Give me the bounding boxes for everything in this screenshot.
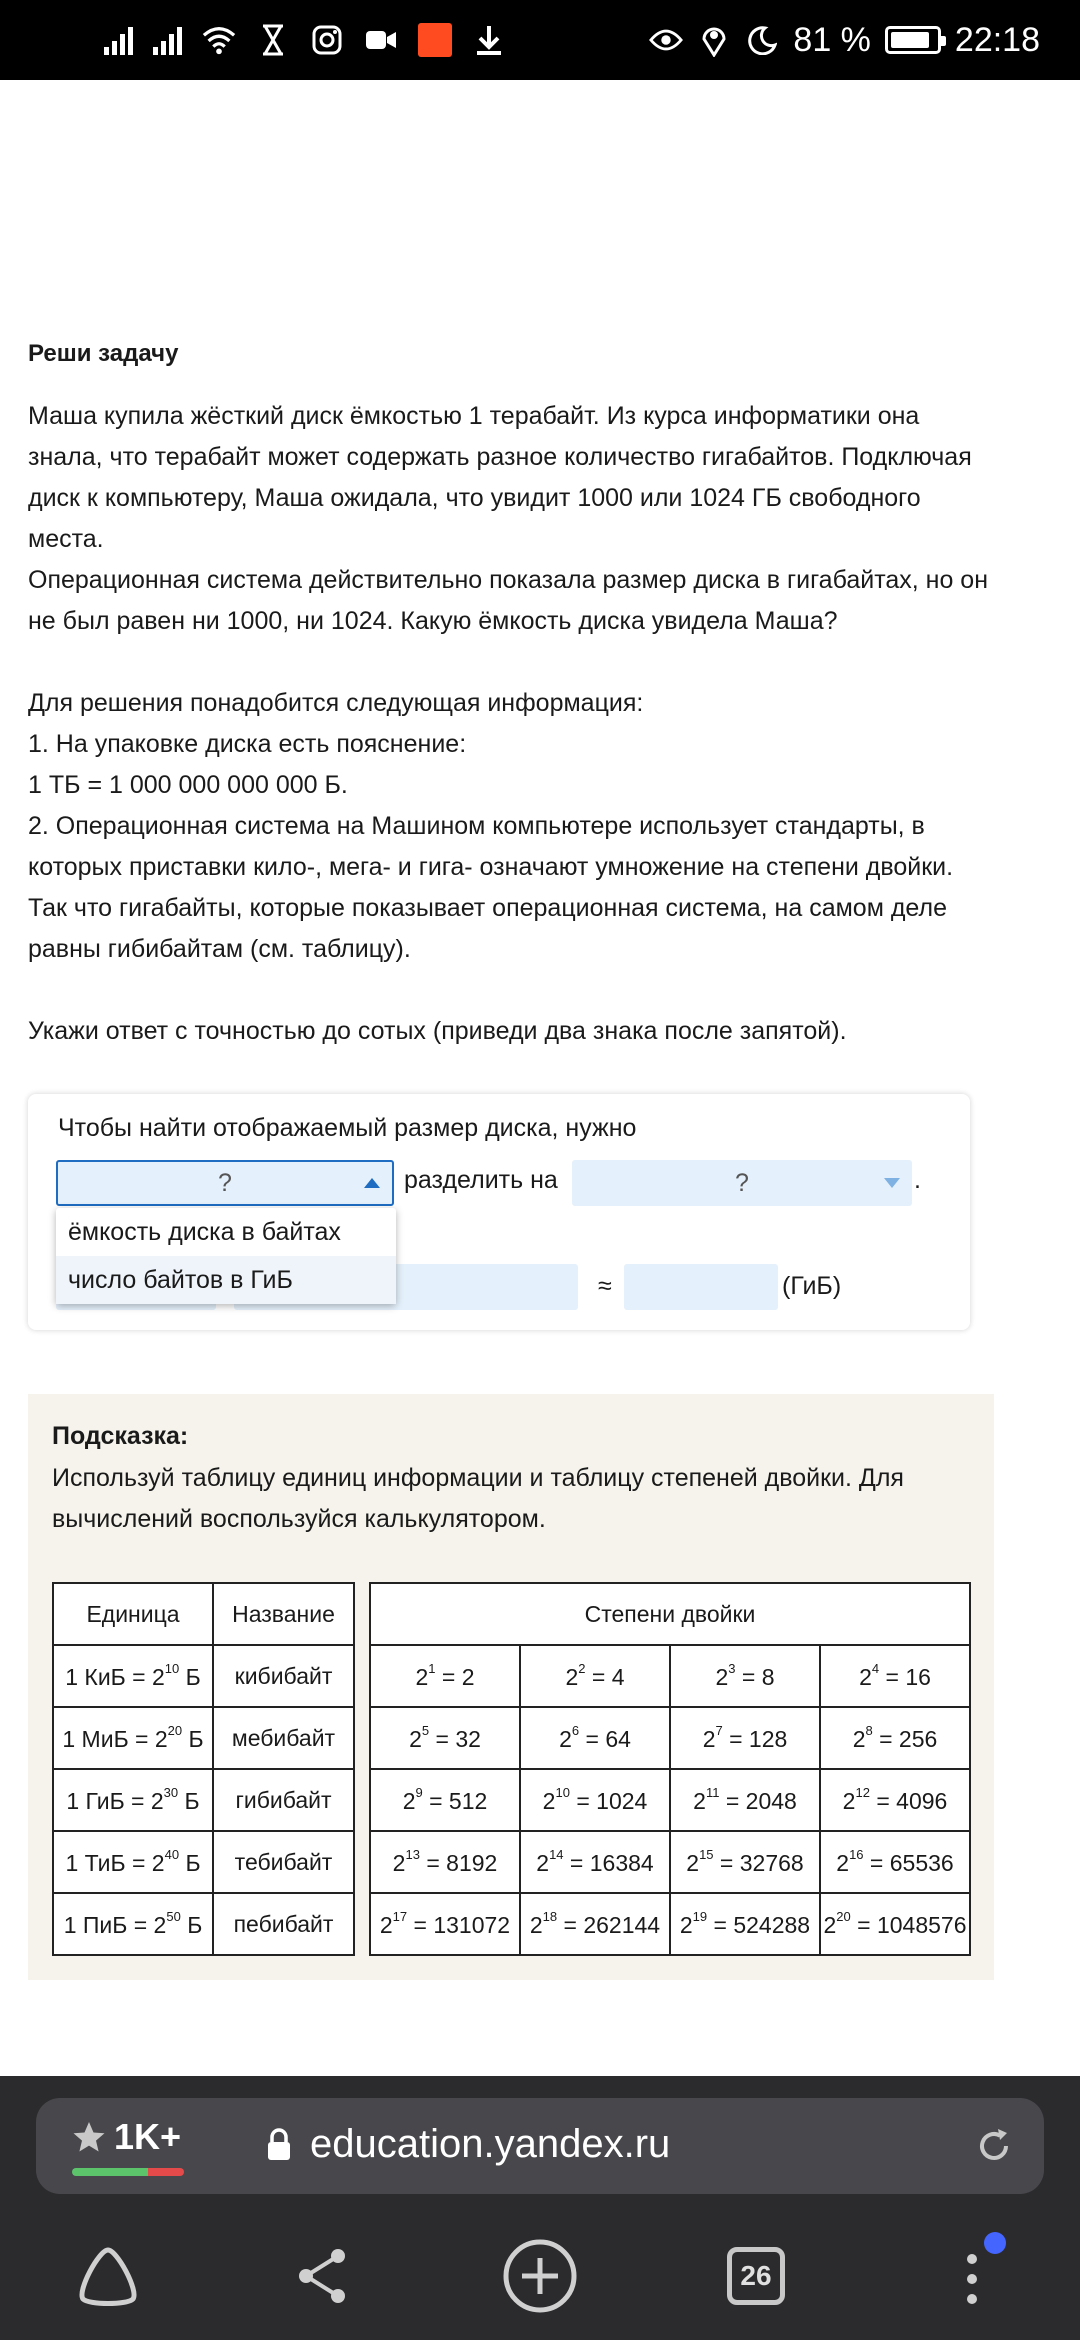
hint-text: Используй таблицу единиц информации и таблицу степеней двойки. Для вычислений воспользуйся калькулятором. xyxy=(52,1464,904,1533)
chevron-down-icon xyxy=(884,1178,900,1188)
power-cell: $2^2 = 4$ xyxy=(520,1645,670,1707)
powers-table xyxy=(369,1582,971,1956)
rating-value: 1K+ xyxy=(114,2116,182,2157)
exercise-prompt: Чтобы найти отображаемый размер диска, нужно xyxy=(58,1114,637,1142)
answer-input[interactable] xyxy=(624,1264,778,1310)
status-bar xyxy=(0,0,1080,80)
power-cell: $2^5 = 32$ xyxy=(370,1707,520,1769)
url-display[interactable] xyxy=(266,2122,670,2167)
status-icons-left xyxy=(104,18,506,62)
video-icon xyxy=(364,23,398,57)
dropdown-divisor-value: ? xyxy=(735,1168,749,1197)
units-header-unit: Единица xyxy=(53,1583,213,1645)
menu-option-disk-bytes[interactable]: ёмкость диска в байтах xyxy=(68,1218,341,1246)
power-cell: $2^7 = 128$ xyxy=(670,1707,820,1769)
power-cell: $2^6 = 64$ xyxy=(520,1707,670,1769)
notification-dot xyxy=(984,2232,1006,2254)
table-row xyxy=(53,1707,354,1769)
power-cell: $2^{10} = 1024$ xyxy=(520,1769,670,1831)
share-button[interactable] xyxy=(282,2236,362,2316)
unit-cell: 1 КиБ = $2^{10}$ Б xyxy=(53,1645,213,1707)
task-title: Реши задачу xyxy=(28,340,179,367)
site-rating[interactable] xyxy=(72,2116,181,2158)
hourglass-icon xyxy=(256,23,290,57)
address-bar[interactable] xyxy=(36,2098,1044,2194)
power-cell: $2^{20} = 1048576$ xyxy=(820,1893,970,1955)
task-paragraph-3: Для решения понадобится следующая информация: xyxy=(28,689,644,717)
power-cell: $2^4 = 16$ xyxy=(820,1645,970,1707)
instagram-icon xyxy=(310,23,344,57)
alice-button[interactable] xyxy=(68,2236,148,2316)
unit-name-cell: пебибайт xyxy=(213,1893,354,1955)
unit-name-cell: кибибайт xyxy=(213,1645,354,1707)
table-row xyxy=(370,1831,970,1893)
task-paragraph-7: Укажи ответ с точностью до сотых (приведи два знака после запятой). xyxy=(28,1017,847,1045)
power-cell: $2^{13} = 8192$ xyxy=(370,1831,520,1893)
battery-icon xyxy=(885,26,941,54)
unit-cell: 1 ГиБ = $2^{30}$ Б xyxy=(53,1769,213,1831)
task-paragraph-2: Операционная система действительно показала размер диска в гигабайтах, но он не был равен ни 1000, ни 1024. Какую ёмкость диска увидела Маша? xyxy=(28,566,989,635)
power-cell: $2^3 = 8$ xyxy=(670,1645,820,1707)
table-row xyxy=(370,1893,970,1955)
dropdown-dividend[interactable] xyxy=(56,1160,394,1206)
dropdown-divisor[interactable] xyxy=(572,1160,912,1206)
unit-label: (ГиБ) xyxy=(782,1272,842,1300)
table-row xyxy=(53,1769,354,1831)
task-paragraph-4: 1. На упаковке диска есть пояснение: xyxy=(28,730,467,758)
hint-title: Подсказка: xyxy=(52,1422,189,1450)
signal-icon xyxy=(104,25,133,55)
battery-percent: 81 % xyxy=(793,20,871,59)
power-cell: $2^{16} = 65536$ xyxy=(820,1831,970,1893)
download-icon xyxy=(472,23,506,57)
power-cell: $2^8 = 256$ xyxy=(820,1707,970,1769)
unit-name-cell: тебибайт xyxy=(213,1831,354,1893)
task-content xyxy=(28,340,998,1052)
units-header-name: Название xyxy=(213,1583,354,1645)
table-row xyxy=(53,1831,354,1893)
moon-icon xyxy=(745,23,779,57)
table-row xyxy=(53,1645,354,1707)
star-icon xyxy=(72,2120,106,2154)
new-tab-button[interactable] xyxy=(500,2236,580,2316)
clock: 22:18 xyxy=(954,20,1040,59)
powers-header: Степени двойки xyxy=(370,1583,970,1645)
task-paragraph-1: Маша купила жёсткий диск ёмкостью 1 терабайт. Из курса информатики она знала, что терабайт может содержать разное количество гигабайтов. Подключая диск к компьютеру, Маша ожидала, что увидит 1000 или 1024 ГБ свободного места. xyxy=(28,402,972,553)
reload-icon[interactable] xyxy=(974,2126,1014,2171)
power-cell: $2^9 = 512$ xyxy=(370,1769,520,1831)
table-row xyxy=(370,1769,970,1831)
power-cell: $2^{14} = 16384$ xyxy=(520,1831,670,1893)
menu-button[interactable] xyxy=(932,2236,1012,2316)
bottom-nav xyxy=(0,2236,1080,2336)
power-cell: $2^{15} = 32768$ xyxy=(670,1831,820,1893)
browser-toolbar xyxy=(0,2076,1080,2340)
dropdown-dividend-value: ? xyxy=(218,1168,232,1197)
power-cell: $2^{19} = 524288$ xyxy=(670,1893,820,1955)
lock-icon xyxy=(266,2128,292,2162)
tabs-count: 26 xyxy=(727,2247,785,2305)
table-row xyxy=(370,1707,970,1769)
more-vertical-icon xyxy=(957,2241,987,2311)
task-paragraph-6: 2. Операционная система на Машином компьютере использует стандарты, в которых приставки кило-, мега- и гига- означают умножение на степени двойки. Так что гигабайты, которые показывает операционная система, на самом деле равны гибибайтам (см. таблицу). xyxy=(28,812,954,963)
alice-icon xyxy=(73,2245,143,2307)
divide-label: разделить на xyxy=(404,1166,558,1194)
table-row xyxy=(370,1583,970,1645)
unit-cell: 1 МиБ = $2^{20}$ Б xyxy=(53,1707,213,1769)
power-cell: $2^{12} = 4096$ xyxy=(820,1769,970,1831)
menu-option-bytes-per-gib[interactable]: число байтов в ГиБ xyxy=(56,1256,396,1304)
location-icon xyxy=(697,23,731,57)
table-row xyxy=(53,1893,354,1955)
approx-sign: ≈ xyxy=(598,1272,612,1300)
url-text: education.yandex.ru xyxy=(310,2122,671,2166)
power-cell: $2^1 = 2$ xyxy=(370,1645,520,1707)
power-cell: $2^{18} = 262144$ xyxy=(520,1893,670,1955)
signal-icon-2 xyxy=(153,25,182,55)
plus-circle-icon xyxy=(502,2238,578,2314)
unit-cell: 1 ПиБ = $2^{50}$ Б xyxy=(53,1893,213,1955)
tabs-button[interactable] xyxy=(716,2236,796,2316)
dropdown-menu xyxy=(56,1208,396,1304)
period: . xyxy=(914,1166,921,1194)
eye-icon xyxy=(649,23,683,57)
power-cell: $2^{17} = 131072$ xyxy=(370,1893,520,1955)
aliexpress-icon xyxy=(418,23,452,57)
power-cell: $2^{11} = 2048$ xyxy=(670,1769,820,1831)
units-table xyxy=(52,1582,355,1956)
chevron-up-icon xyxy=(364,1178,380,1188)
table-row xyxy=(370,1645,970,1707)
task-paragraph-5: 1 ТБ = 1 000 000 000 000 Б. xyxy=(28,771,348,799)
wifi-icon xyxy=(202,23,236,57)
table-row xyxy=(53,1583,354,1645)
share-icon xyxy=(294,2246,350,2306)
unit-name-cell: мебибайт xyxy=(213,1707,354,1769)
unit-name-cell: гибибайт xyxy=(213,1769,354,1831)
unit-cell: 1 ТиБ = $2^{40}$ Б xyxy=(53,1831,213,1893)
hint-box xyxy=(28,1394,994,1980)
rating-bar xyxy=(72,2168,184,2176)
status-icons-right xyxy=(649,18,1040,62)
